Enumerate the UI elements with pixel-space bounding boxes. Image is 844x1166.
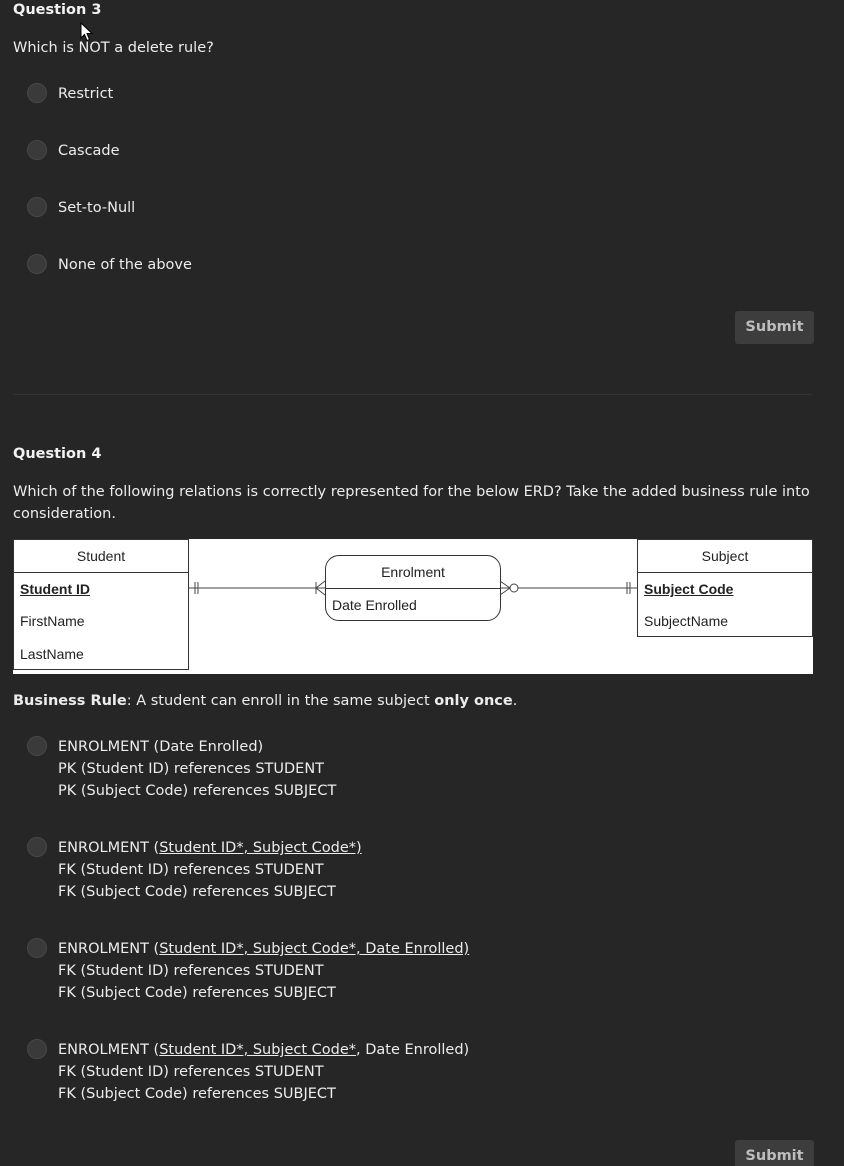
section-divider [13, 394, 812, 395]
radio-button[interactable] [27, 197, 47, 217]
reference-line: FK (Student ID) references STUDENT [58, 862, 324, 878]
relation-key: Student ID*, Subject Code*) [159, 840, 362, 856]
primary-key-attribute: Subject Code [644, 581, 734, 597]
relation-rest: , Date Enrolled) [356, 1042, 470, 1058]
radio-button[interactable] [27, 1039, 47, 1059]
radio-button[interactable] [27, 938, 47, 958]
business-rule-label: Business Rule [13, 693, 127, 709]
radio-button[interactable] [27, 837, 47, 857]
reference-line: PK (Student ID) references STUDENT [58, 761, 325, 777]
option-label[interactable] [58, 1039, 469, 1105]
relation-name: ENROLMENT ( [58, 739, 160, 755]
radio-button[interactable] [27, 254, 47, 274]
entity-student [13, 539, 189, 670]
radio-button[interactable] [27, 140, 47, 160]
reference-line: PK (Subject Code) references SUBJECT [58, 783, 337, 799]
entity-title: Student [14, 540, 188, 573]
reference-line: FK (Subject Code) references SUBJECT [58, 1086, 336, 1102]
option-label[interactable] [58, 837, 362, 903]
relation-name: ENROLMENT ( [58, 1042, 160, 1058]
reference-line: FK (Subject Code) references SUBJECT [58, 884, 336, 900]
entity-subject [637, 539, 813, 637]
business-rule-emphasis: only once [434, 693, 513, 709]
q4-submit-button[interactable]: Submit [735, 1140, 814, 1166]
reference-line: FK (Student ID) references STUDENT [58, 1064, 324, 1080]
reference-line: FK (Subject Code) references SUBJECT [58, 985, 336, 1001]
business-rule-text: : A student can enroll in the same subject [126, 693, 435, 709]
attribute: LastName [20, 646, 84, 662]
relation-name: ENROLMENT ( [58, 941, 160, 957]
attribute: FirstName [20, 613, 85, 629]
relation-key: Student ID*, Subject Code* [159, 1042, 357, 1058]
question-4-title: Question 4 [13, 446, 102, 462]
question-3-prompt: Which is NOT a delete rule? [13, 40, 214, 56]
attribute: SubjectName [644, 613, 729, 629]
option-label[interactable] [58, 938, 469, 1004]
question-4-prompt: Which of the following relations is correctly represented for the below ERD? Take the added business rule into consideration. [13, 484, 810, 522]
primary-key-attribute: Student ID [20, 581, 90, 597]
option-label[interactable]: None of the above [58, 257, 192, 273]
relation-key: Student ID*, Subject Code*, Date Enrolled) [159, 941, 470, 957]
relation-name: ENROLMENT ( [58, 840, 160, 856]
relation-line [58, 1039, 469, 1061]
relation-rest: Date Enrolled) [159, 739, 264, 755]
erd-diagram [13, 539, 813, 674]
radio-button[interactable] [27, 83, 47, 103]
radio-button[interactable] [27, 736, 47, 756]
option-label[interactable] [58, 736, 336, 802]
reference-line: FK (Student ID) references STUDENT [58, 963, 324, 979]
relation-line [58, 938, 469, 960]
relation-line [58, 837, 362, 859]
option-label[interactable]: Set-to-Null [58, 200, 136, 216]
q3-submit-button[interactable]: Submit [735, 311, 814, 344]
option-label[interactable]: Cascade [58, 143, 120, 159]
business-rule [13, 690, 517, 712]
attribute: Date Enrolled [332, 597, 417, 613]
business-rule-end: . [512, 693, 518, 709]
question-3-title: Question 3 [13, 2, 102, 18]
entity-enrolment [325, 555, 501, 621]
relation-line [58, 736, 336, 758]
entity-title: Subject [638, 540, 812, 573]
entity-title: Enrolment [326, 556, 500, 589]
option-label[interactable]: Restrict [58, 86, 114, 102]
